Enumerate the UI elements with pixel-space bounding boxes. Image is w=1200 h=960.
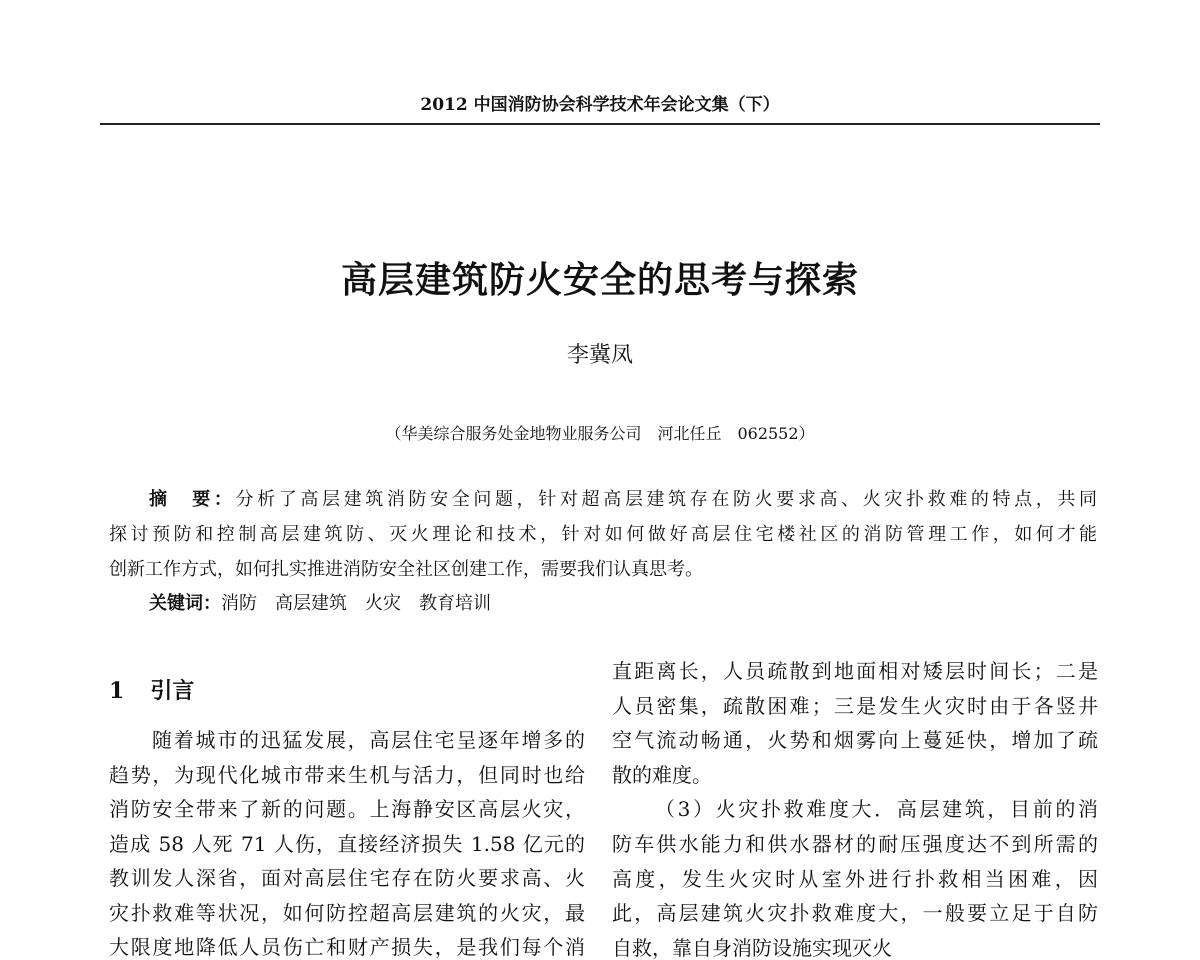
body-line: 趋势，为现代化城市带来生机与活力，但同时也给 [109, 762, 585, 787]
body-line: 教训发人深省，面对高层住宅存在防火要求高、火 [109, 866, 585, 890]
abstract-label: 摘 要： [149, 489, 236, 510]
body-line: 消防安全带来了新的问题。上海静安区高层火灾， [109, 797, 585, 821]
body-line: 随着城市的迅猛发展，高层住宅呈逐年增多的 [152, 728, 585, 752]
section-heading: 1 引言 [109, 678, 195, 704]
abstract-line: 摘 要：分析了高层建筑消防安全问题，针对超高层建筑存在防火要求高、火灾扑救难的特点，共同 [149, 489, 1097, 510]
keywords-label: 关键词： [149, 593, 221, 614]
body-line: 直距离长，人员疏散到地面相对矮层时间长；二是 [612, 659, 1098, 683]
keywords [109, 589, 1097, 615]
header-rule [100, 123, 1100, 125]
body-line: 防车供水能力和供水器材的耐压强度达不到所需的 [612, 832, 1098, 856]
body-line: 灾扑救难等状况，如何防控超高层建筑的火灾，最 [109, 900, 585, 925]
paper-title: 高层建筑防火安全的思考与探索 [340, 259, 859, 301]
body-line: 高度，发生火灾时从室外进行扑救相当困难，因 [612, 866, 1098, 891]
keywords-text: 消防 高层建筑 火灾 教育培训 [221, 593, 491, 614]
author: 李冀凤 [566, 343, 633, 368]
abstract-line: 创新工作方式，如何扎实推进消防安全社区创建工作，需要我们认真思考。 [109, 559, 703, 580]
body-line: （3）火灾扑救难度大．高层建筑，目前的消 [655, 797, 1098, 822]
body-line: 大限度地降低人员伤亡和财产损失，是我们每个消 [109, 935, 585, 959]
body-line: 散的难度。 [612, 762, 712, 787]
body-line: 人员密集，疏散困难；三是发生火灾时由于各竖井 [612, 693, 1098, 718]
affiliation: （华美综合服务处金地物业服务公司 河北任丘 062552） [385, 424, 815, 443]
body-line: 空气流动畅通，火势和烟雾向上蔓延快，增加了疏 [612, 728, 1098, 753]
body-line: 此，高层建筑火灾扑救难度大，一般要立足于自防 [612, 901, 1098, 926]
running-head: 2012 中国消防协会科学技术年会论文集（下） [420, 95, 780, 115]
body-line: 造成 58 人死 71 人伤，直接经济损失 1.58 亿元的 [109, 831, 585, 856]
abstract-line: 探讨预防和控制高层建筑防、灭火理论和技术，针对如何做好高层住宅楼社区的消防管理工作，如何才能 [109, 524, 1097, 545]
body-line: 自救，靠自身消防设施实现灭火 [612, 935, 892, 960]
